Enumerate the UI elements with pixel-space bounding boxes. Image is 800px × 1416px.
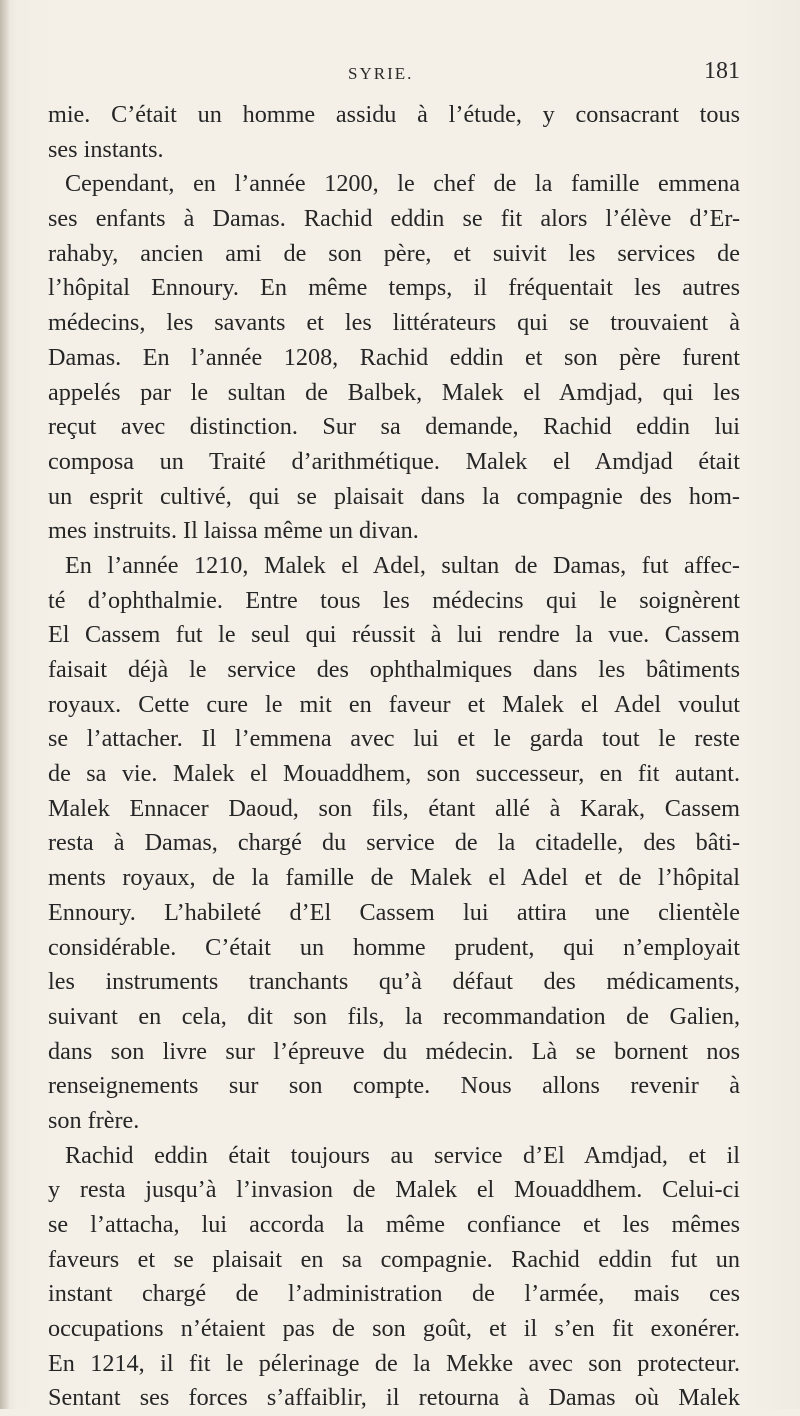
text-line: se l’attacher. Il l’emmena avec lui et le garda tout le reste [48, 725, 740, 753]
text-line: mie. C’était un homme assidu à l’étude, y consacrant tous [48, 101, 740, 128]
page-header [48, 58, 740, 88]
body-text [48, 98, 740, 1416]
text-line: composa un Traité d’arithmétique. Malek el Amdjad était [48, 447, 740, 475]
text-line: mes instruits. Il laissa même un divan. [48, 517, 419, 545]
text-line: En l’année 1210, Malek el Adel, sultan de Damas, fut affec- [65, 551, 740, 579]
text-line: instant chargé de l’administration de l’armée, mais ces [48, 1280, 740, 1308]
text-line: appelés par le sultan de Balbek, Malek el Amdjad, qui les [48, 378, 740, 406]
running-title: SYRIE. [348, 64, 414, 83]
text-line: reçut avec distinction. Sur sa demande, Rachid eddin lui [48, 413, 740, 441]
text-line: Sentant ses forces s’affaiblir, il retourna à Damas où Malek [48, 1384, 740, 1412]
text-line: se l’attacha, lui accorda la même confiance et les mêmes [48, 1211, 740, 1238]
text-line: En 1214, il fit le pélerinage de la Mekke avec son protecteur. [48, 1349, 740, 1377]
text-line: ses instants. [48, 135, 164, 163]
text-line: ments royaux, de la famille de Malek el Adel et de l’hôpital [48, 864, 740, 892]
text-line: faveurs et se plaisait en sa compagnie. Rachid eddin fut un [48, 1245, 740, 1273]
text-line: occupations n’étaient pas de son goût, et il s’en fit exonérer. [48, 1315, 740, 1343]
text-line: renseignements sur son compte. Nous allons revenir à [48, 1072, 740, 1100]
text-line: resta à Damas, chargé du service de la citadelle, des bâti- [48, 829, 740, 857]
text-line: té d’ophthalmie. Entre tous les médecins qui le soignèrent [48, 586, 740, 614]
text-line: considérable. C’était un homme prudent, qui n’employait [48, 933, 740, 961]
text-line: y resta jusqu’à l’invasion de Malek el Mouaddhem. Celui-ci [48, 1176, 740, 1204]
page-gutter-shadow [0, 0, 10, 1409]
text-line: Rachid eddin était toujours au service d’El Amdjad, et il [65, 1141, 740, 1169]
text-line: l’hôpital Ennoury. En même temps, il fréquentait les autres [48, 274, 740, 302]
text-line: royaux. Cette cure le mit en faveur et Malek el Adel voulut [48, 690, 740, 718]
text-line: rahaby, ancien ami de son père, et suivit les services de [48, 239, 740, 267]
text-line: Damas. En l’année 1208, Rachid eddin et son père furent [48, 343, 740, 371]
text-line: les instruments tranchants qu’à défaut des médicaments, [48, 968, 740, 996]
text-line: faisait déjà le service des ophthalmiques dans les bâtiments [48, 656, 740, 683]
text-line: El Cassem fut le seul qui réussit à lui rendre la vue. Cassem [48, 621, 740, 649]
text-line: Ennoury. L’habileté d’El Cassem lui attira une clientèle [48, 898, 740, 926]
page-number: 181 [704, 58, 740, 84]
text-line: dans son livre sur l’épreuve du médecin. Là se bornent nos [48, 1037, 740, 1065]
text-line: Malek Ennacer Daoud, son fils, étant allé à Karak, Cassem [48, 794, 740, 822]
text-line: de sa vie. Malek el Mouaddhem, son successeur, en fit autant. [48, 760, 740, 788]
text-line: suivant en cela, dit son fils, la recommandation de Galien, [48, 1002, 740, 1030]
text-line: Cependant, en l’année 1200, le chef de la famille emmena [65, 170, 740, 198]
text-line: son frère. [48, 1106, 140, 1134]
text-line: médecins, les savants et les littérateurs qui se trouvaient à [48, 309, 740, 337]
text-line: un esprit cultivé, qui se plaisait dans la compagnie des hom- [48, 482, 740, 510]
text-line: ses enfants à Damas. Rachid eddin se fit alors l’élève d’Er- [48, 205, 740, 233]
